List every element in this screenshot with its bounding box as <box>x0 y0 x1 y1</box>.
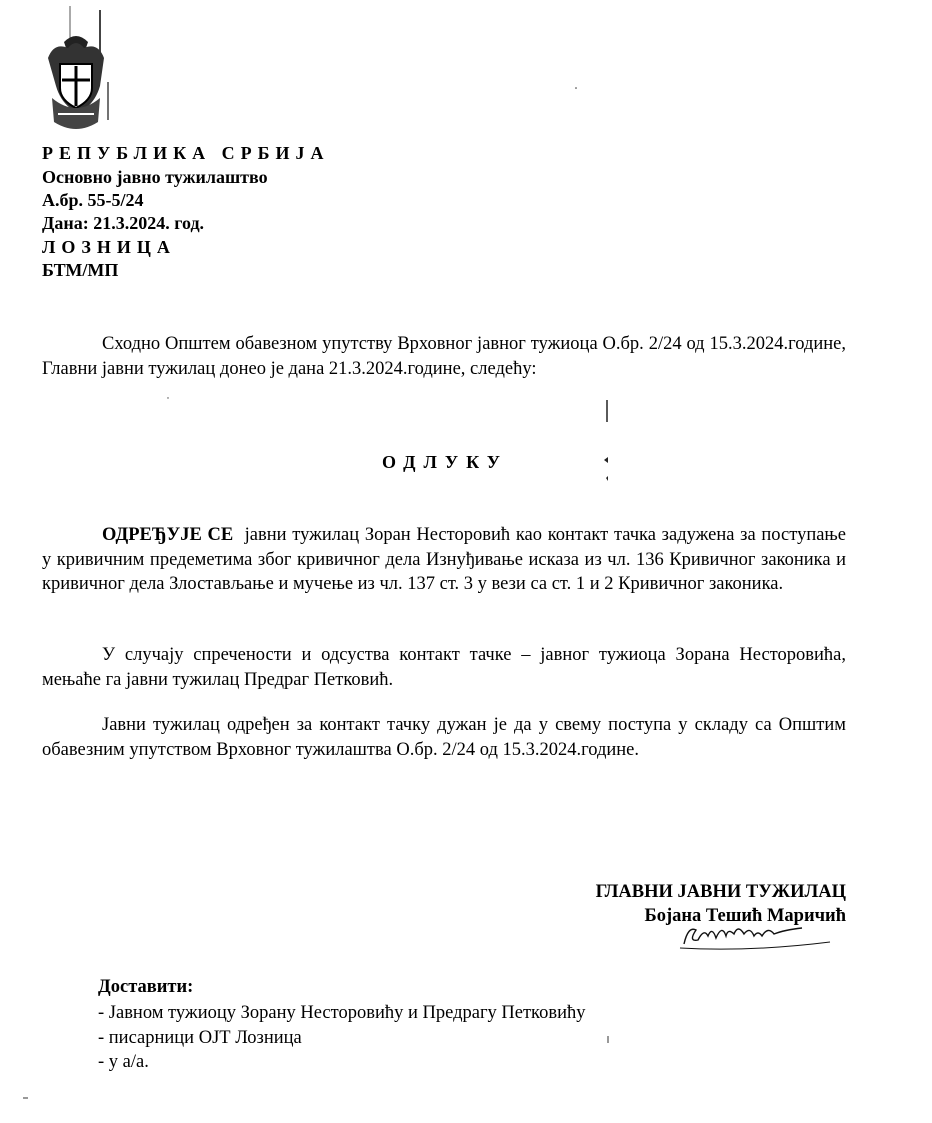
country-heading: РЕПУБЛИКА СРБИЈА <box>42 143 330 163</box>
duty-text: Јавни тужилац одређен за контакт тачку дужан је да у свему поступа у складу са Општим обавезним упутством Врховног тужилаштва О.бр. 2/24 од 15.3.2024.године. <box>42 715 846 760</box>
signatory-title: ГЛАВНИ ЈАВНИ ТУЖИЛАЦ <box>595 882 846 902</box>
substitute-text: У случају спречености и одсуства контакт тачке – јавног тужиоца Зорана Несторовића, мењаће га јавни тужилац Предраг Петковић. <box>42 645 846 690</box>
office-name: Основно јавно тужилаштво <box>42 167 268 187</box>
delivery-item: - Јавном тужиоцу Зорану Несторовићу и Предрагу Петковићу <box>98 1003 586 1023</box>
substitute-paragraph <box>42 643 846 692</box>
coat-of-arms-icon <box>42 2 110 142</box>
decision-lead: ОДРЕЂУЈЕ СЕ <box>102 525 234 545</box>
document-date: Дана: 21.3.2024. год. <box>42 213 205 233</box>
city-name: ЛОЗНИЦА <box>42 237 176 257</box>
delivery-heading: Доставити: <box>98 977 194 997</box>
delivery-item: - у а/а. <box>98 1052 149 1072</box>
decision-paragraph <box>42 523 846 597</box>
handwritten-signature-icon <box>676 916 836 954</box>
intro-paragraph <box>42 332 846 381</box>
decision-title: ОДЛУКУ <box>381 452 508 472</box>
delivery-list <box>98 1001 586 1075</box>
intro-text: Сходно Општем обавезном упутству Врховног јавног тужиоца О.бр. 2/24 од 15.3.2024.године, Главни јавни тужилац донео је дана 21.3.2024.године, следећу: <box>42 334 846 379</box>
reference-code: БТМ/МП <box>42 260 119 280</box>
case-number: А.бр. 55-5/24 <box>42 190 144 210</box>
delivery-item: - писарници ОЈТ Лозница <box>98 1027 302 1048</box>
decision-text: јавни тужилац Зоран Несторовић као контакт тачка задужена за поступање у кривичним предеметима због кривичног дела Изнуђивање исказа из чл. 136 Кривичног законика и кривичног дела Злостављање и мучење из чл. 137 ст. 3 у вези са ст. 1 и 2 Кривичног законика. <box>42 525 847 594</box>
signatory-name: Бојана Тешић Маричић <box>644 906 846 926</box>
duty-paragraph <box>42 713 846 762</box>
